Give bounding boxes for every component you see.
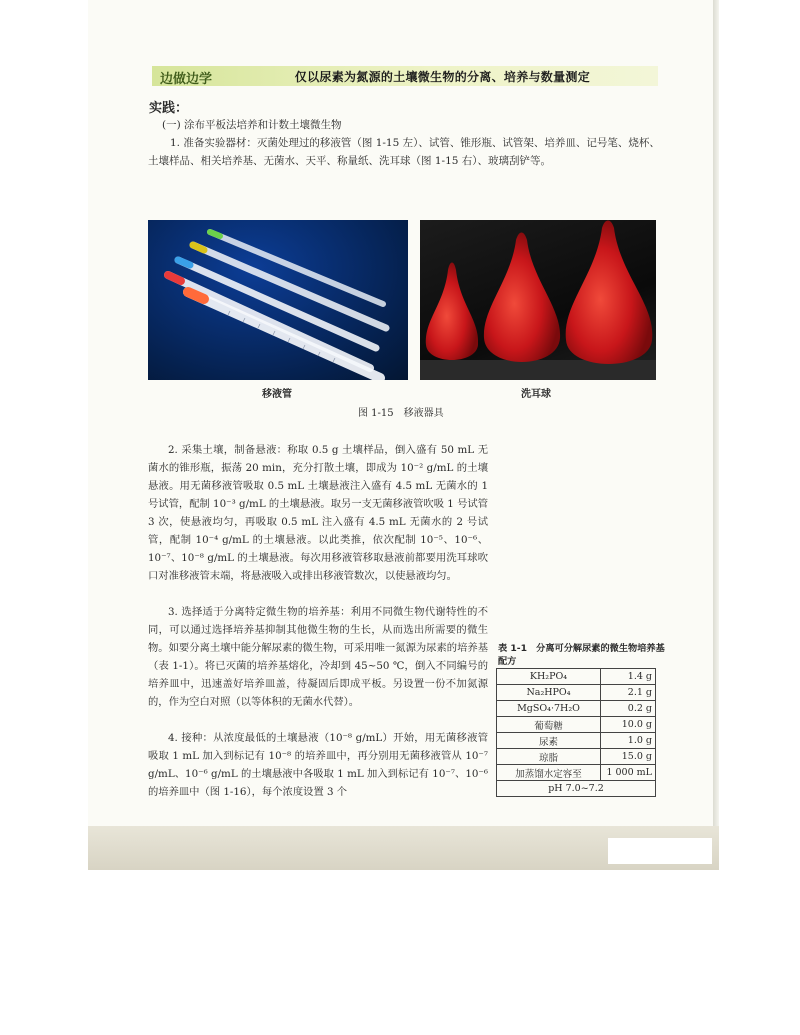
header-title: 仅以尿素为氮源的土壤微生物的分离、培养与数量测定 bbox=[294, 70, 590, 84]
ingredient-amount: 1 000 mL bbox=[601, 765, 656, 781]
paragraph-inoculation bbox=[148, 729, 488, 801]
ingredient-amount: 1.4 g bbox=[601, 669, 656, 685]
header-section-label: 边做边学 bbox=[160, 72, 213, 87]
paragraph-equipment: 1. 准备实验器材：灭菌处理过的移液管（图 1-15 左）、试管、锥形瓶、试管架、培养皿、记号笔、烧杯、土壤样品、相关培养基、无菌水、天平、称量纸、洗耳球（图 1-15 右）、玻璃刮铲等。 bbox=[148, 137, 660, 167]
caption-ear-bulbs: 洗耳球 bbox=[521, 389, 551, 400]
ingredient-amount: 2.1 g bbox=[601, 685, 656, 701]
ingredient-amount: 15.0 g bbox=[601, 749, 656, 765]
paragraph-4: 4. 接种：从浓度最低的土壤悬液（10⁻⁸ g/mL）开始，用无菌移液管吸取 1 mL 加入到标记有 10⁻⁸ 的培养皿中，再分别用无菌移液管从 10⁻⁷ g/mL、10⁻⁶ g/mL 的土壤悬液中各吸取 1 mL 加入到标记有 10⁻⁷、10⁻⁶ 的培养皿中（图 1-16），每个浓度设置 3 个 bbox=[148, 732, 488, 798]
paragraph-suspension bbox=[148, 441, 488, 585]
chapter-header-bar bbox=[152, 66, 658, 86]
table-row bbox=[497, 669, 656, 685]
table-row bbox=[497, 733, 656, 749]
corner-patch bbox=[608, 838, 712, 864]
table-row bbox=[497, 701, 656, 717]
paragraph-2: 2. 采集土壤，制备悬液：称取 0.5 g 土壤样品，倒入盛有 50 mL 无菌水的锥形瓶，振荡 20 min，充分打散土壤，即成为 10⁻² g/mL 的土壤悬液。用无菌移液管吸取 0.5 mL 土壤悬液注入盛有 4.5 mL 无菌水的 1 号试管，配制 10⁻³ g/mL 的土壤悬液。取另一支无菌移液管吹吸 1 号试管 3 次，使悬液均匀，再吸取 0.5 mL 注入盛有 4.5 mL 无菌水的 2 号试管，配制 10⁻⁴ g/mL 的土壤悬液。以此类推，依次配制 10⁻⁵、10⁻⁶、10⁻⁷、10⁻⁸ g/mL 的土壤悬液。每次用移液管移取悬液前都要用洗耳球吹口对准移液管末端，将悬液吸入或排出移液管数次，以使悬液均匀。 bbox=[148, 444, 488, 582]
ingredient-name: KH₂PO₄ bbox=[497, 669, 601, 685]
ingredient-name: 葡萄糖 bbox=[497, 717, 601, 733]
ingredient-name: Na₂HPO₄ bbox=[497, 685, 601, 701]
ingredient-amount: 10.0 g bbox=[601, 717, 656, 733]
ingredient-amount: 1.0 g bbox=[601, 733, 656, 749]
table-row bbox=[497, 749, 656, 765]
paragraph-medium bbox=[148, 603, 488, 711]
small-bulb bbox=[426, 263, 478, 361]
large-bulb bbox=[566, 221, 653, 365]
medium-recipe-table bbox=[496, 668, 656, 797]
paragraph-3: 3. 选择适于分离特定微生物的培养基：利用不同微生物代谢特性的不同，可以通过选择培养基抑制其他微生物的生长，从而选出所需要的微生物。如要分离土壤中能分解尿素的微生物，可采用唯一氮源为尿素的培养基（表 1-1）。将已灭菌的培养基熔化，冷却到 45~50 ℃，倒入不同编号的培养皿中，迅速盖好培养皿盖，待凝固后即成平板。另设置一份不加氮源的，作为空白对照（以等体积的无菌水代替）。 bbox=[148, 606, 488, 708]
medium-bulb bbox=[484, 233, 560, 363]
pipettes-photo bbox=[148, 220, 408, 380]
table-row bbox=[497, 717, 656, 733]
ingredient-name: 尿素 bbox=[497, 733, 601, 749]
page-edge-shadow bbox=[713, 0, 719, 870]
table-row bbox=[497, 685, 656, 701]
subheading: (一) 涂布平板法培养和计数土壤微生物 bbox=[162, 119, 342, 131]
table-footer-row bbox=[497, 781, 656, 797]
table-caption: 表 1-1 分离可分解尿素的微生物培养基配方 bbox=[498, 643, 665, 667]
figure-caption: 图 1-15 移液器具 bbox=[358, 408, 444, 419]
ph-cell: pH 7.0~7.2 bbox=[497, 781, 656, 797]
ear-bulbs-photo bbox=[420, 220, 656, 380]
ingredient-name: 琼脂 bbox=[497, 749, 601, 765]
section-title: 实践： bbox=[149, 101, 189, 116]
ingredient-name: 加蒸馏水定容至 bbox=[497, 765, 601, 781]
table-row bbox=[497, 765, 656, 781]
ingredient-name: MgSO₄·7H₂O bbox=[497, 701, 601, 717]
ingredient-amount: 0.2 g bbox=[601, 701, 656, 717]
caption-pipettes: 移液管 bbox=[262, 389, 292, 400]
